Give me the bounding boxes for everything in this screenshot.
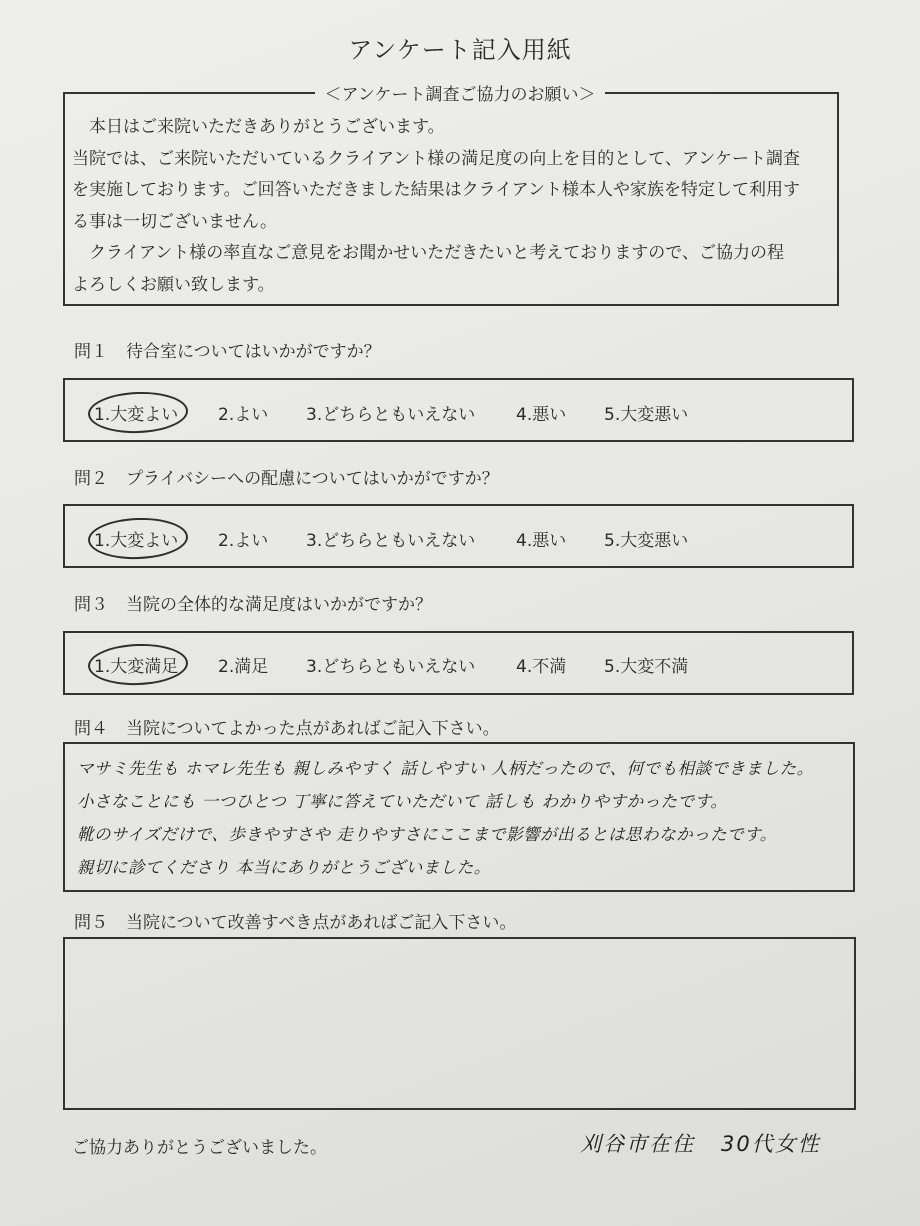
question-text: 当院についてよかった点があればご記入下さい。: [126, 719, 500, 739]
q3-option-3[interactable]: 3.どちらともいえない: [306, 657, 476, 677]
q2-option-2[interactable]: 2.よい: [218, 531, 269, 551]
q2-option-1[interactable]: 1.大変よい: [94, 526, 178, 551]
question-number: 問１: [74, 342, 108, 362]
question-5-label: [74, 908, 516, 933]
question-3-label: [74, 590, 432, 615]
question-number: 問２: [74, 469, 108, 489]
q3-option-4[interactable]: 4.不満: [516, 657, 567, 677]
question-text: 当院について改善すべき点があればご記入下さい。: [126, 913, 517, 933]
respondent-info: [580, 1128, 821, 1158]
respondent-demographic: 30代女性: [721, 1132, 821, 1156]
question-1-label: [74, 337, 381, 362]
intro-line: を実施しております。ご回答いただきました結果はクライアント様本人や家族を特定して利用す: [72, 180, 800, 200]
intro-heading-text: ＜アンケート調査ご協力のお願い＞: [315, 85, 606, 105]
question-number: 問３: [74, 595, 108, 615]
intro-line: 当院では、ご来院いただいているクライアント様の満足度の向上を目的として、アンケート調査: [72, 148, 800, 169]
q2-option-4[interactable]: 4.悪い: [516, 531, 567, 551]
question-text: プライバシーへの配慮についてはいかがですか？: [126, 469, 499, 489]
q3-option-1[interactable]: 1.大変満足: [94, 652, 178, 677]
answer-line: 靴のサイズだけで、歩きやすさや 走りやすさにここまで影響が出るとは思わなかったです。: [77, 825, 777, 844]
answer-line: マサミ先生も ホマレ先生も 親しみやすく 話しやすい 人柄だったので、何でも相談できました。: [77, 759, 814, 778]
question-text: 待合室についてはいかがですか？: [126, 342, 381, 362]
intro-heading: [0, 80, 920, 105]
q2-option-5[interactable]: 5.大変悪い: [604, 531, 689, 551]
q3-option-2[interactable]: 2.満足: [218, 657, 269, 677]
intro-line: る事は一切ございません。: [72, 211, 278, 232]
q1-option-5[interactable]: 5.大変悪い: [604, 405, 689, 425]
intro-line: 本日はご来院いただきありがとうございます。: [72, 117, 445, 137]
question-4-handwritten-answer: [77, 752, 847, 884]
question-number: 問４: [74, 719, 108, 739]
respondent-residence: 刈谷市在住: [580, 1132, 695, 1156]
q1-option-2[interactable]: 2.よい: [218, 405, 269, 425]
page-title: アンケート記入用紙: [348, 36, 572, 64]
question-4-label: [74, 714, 500, 739]
answer-line: 親切に診てくださり 本当にありがとうございました。: [77, 858, 491, 877]
q1-option-4[interactable]: 4.悪い: [516, 405, 567, 425]
question-5-answer-box[interactable]: [63, 937, 856, 1110]
q1-option-1[interactable]: 1.大変よい: [94, 400, 178, 425]
q3-option-5[interactable]: 5.大変不満: [604, 657, 689, 677]
question-number: 問５: [74, 913, 108, 933]
answer-line: 小さなことにも 一つひとつ 丁寧に答えていただいて 話しも わかりやすかったです。: [77, 792, 728, 811]
thanks-text: ご協力ありがとうございました。: [72, 1138, 327, 1158]
intro-line: クライアント様の率直なご意見をお聞かせいただきたいと考えておりますので、ご協力の程: [72, 243, 784, 263]
intro-line: よろしくお願い致します。: [72, 274, 275, 295]
question-2-label: [74, 464, 499, 489]
question-text: 当院の全体的な満足度はいかがですか？: [126, 595, 432, 615]
q2-option-3[interactable]: 3.どちらともいえない: [306, 531, 476, 551]
intro-text: [72, 112, 832, 301]
q1-option-3[interactable]: 3.どちらともいえない: [306, 405, 476, 425]
